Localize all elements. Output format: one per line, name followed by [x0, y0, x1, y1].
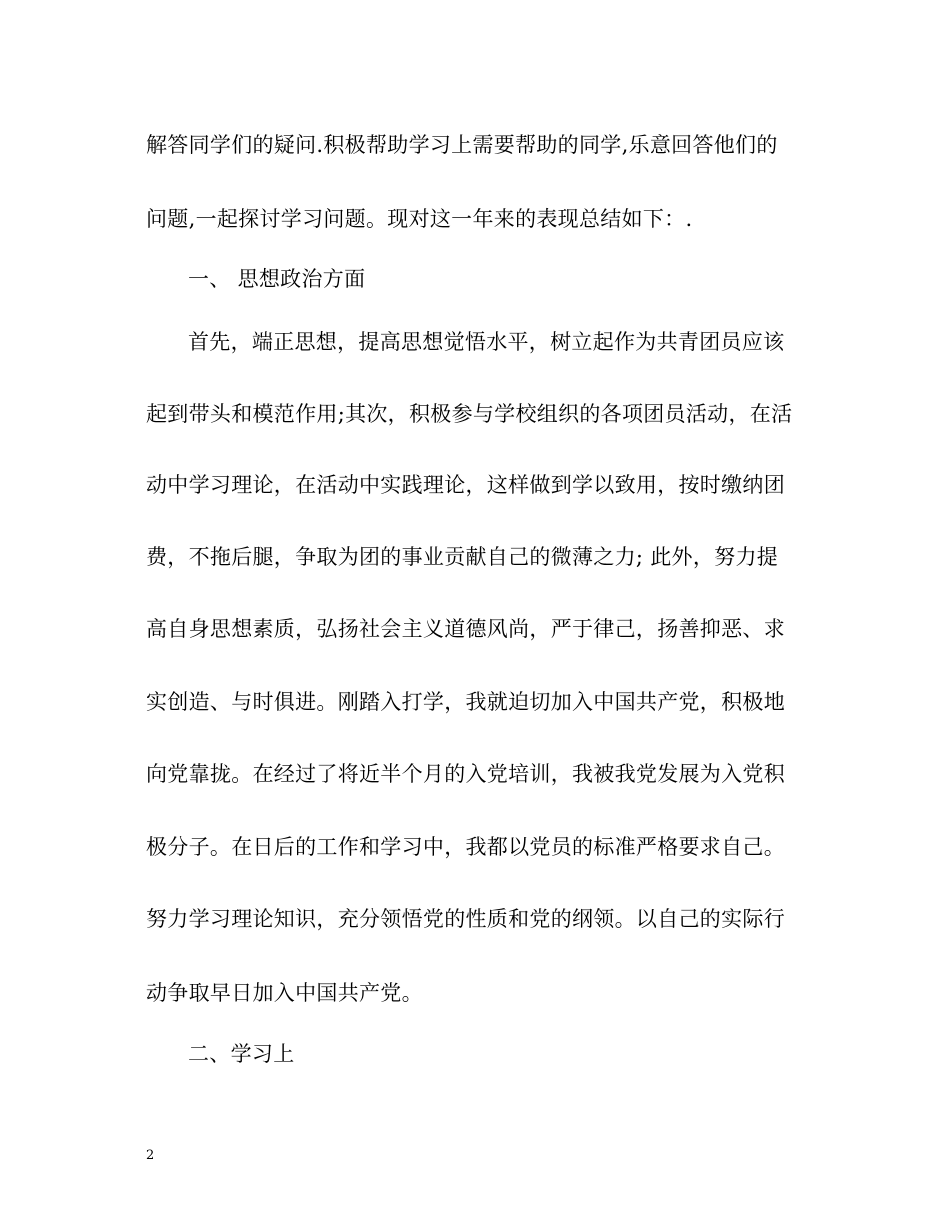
text-line: 极分子。在日后的工作和学习中，我都以党员的标准严格要求自己。 [146, 835, 785, 859]
page-number: 2 [146, 1148, 155, 1163]
text-line: 起到带头和模范作用;其次，积极参与学校组织的各项团员活动，在活 [146, 402, 793, 426]
text-line: 首先，端正思想，提高思想觉悟水平，树立起作为共青团员应该 [188, 330, 785, 354]
text-line: 实创造、与时俱进。刚踏入打学，我就迫切加入中国共产党，积极地 [146, 690, 785, 714]
text-line: 向党靠拢。在经过了将近半个月的入党培训，我被我党发展为入党积 [146, 762, 785, 786]
text-line: 问题,一起探讨学习问题。现对这一年来的表现总结如下：. [146, 207, 693, 231]
section-heading: 一、 思想政治方面 [188, 267, 366, 291]
text-line: 费，不拖后腿，争取为团的事业贡献自己的微薄之力; 此外，努力提 [146, 545, 779, 569]
text-line: 努力学习理论知识，充分领悟党的性质和党的纲领。以自己的实际行 [146, 907, 785, 931]
text-line: 动争取早日加入中国共产党。 [146, 981, 423, 1005]
text-line: 高自身思想素质，弘扬社会主义道德风尚，严于律己，扬善抑恶、求 [146, 617, 785, 641]
section-heading: 二、学习上 [188, 1042, 295, 1066]
text-line: 动中学习理论，在活动中实践理论，这样做到学以致用，按时缴纳团 [146, 473, 785, 497]
text-line: 解答同学们的疑问.积极帮助学习上需要帮助的同学,乐意回答他们的 [146, 133, 778, 157]
